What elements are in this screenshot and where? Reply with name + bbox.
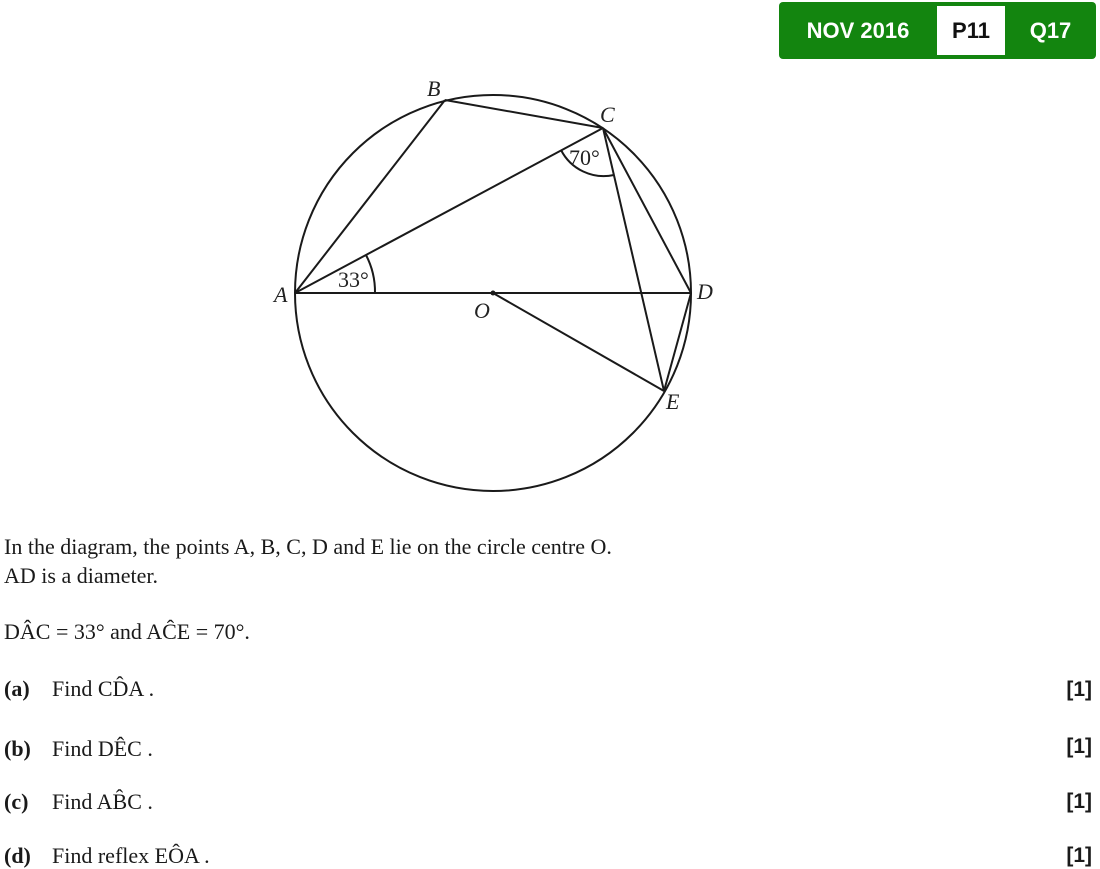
intro-line-2: AD is a diameter. [4, 563, 158, 588]
label-c: C [600, 102, 615, 127]
question-c-text: Find AB̂C . [52, 789, 153, 814]
label-a: A [274, 282, 288, 307]
label-e: E [666, 389, 680, 414]
question-d-label: (d) [4, 843, 31, 868]
radius-oe [493, 293, 664, 391]
badge-session: NOV 2016 [806, 18, 910, 43]
question-d-marks: [1] [1066, 844, 1092, 867]
given-angles: DÂC = 33° and AĈE = 70°. [4, 619, 250, 644]
label-o: O [474, 298, 490, 323]
question-a-marks: [1] [1066, 678, 1092, 701]
question-b [4, 736, 153, 762]
badge-paper: P11 [937, 6, 1005, 55]
question-c [4, 789, 153, 815]
question-c-marks: [1] [1066, 790, 1092, 813]
question-b-marks: [1] [1066, 735, 1092, 758]
chord-cd [603, 128, 691, 293]
question-d [4, 843, 210, 869]
label-d: D [697, 279, 713, 304]
question-c-label: (c) [4, 789, 29, 814]
angle-dac-label: 33° [338, 267, 369, 292]
question-a-label: (a) [4, 676, 30, 701]
chord-ce [603, 128, 664, 391]
question-b-label: (b) [4, 736, 31, 761]
badge-question: Q17 [1029, 18, 1072, 43]
label-b: B [427, 76, 441, 101]
angle-ace-label: 70° [569, 145, 600, 170]
question-a-text: Find CD̂A . [52, 676, 155, 701]
intro-line-1: In the diagram, the points A, B, C, D and E lie on the circle centre O. [4, 534, 612, 559]
question-d-text: Find reflex EÔA . [52, 843, 210, 868]
question-b-text: Find DÊC . [52, 736, 153, 761]
chord-de [664, 293, 691, 391]
question-a [4, 676, 154, 702]
centre-dot [491, 291, 496, 296]
